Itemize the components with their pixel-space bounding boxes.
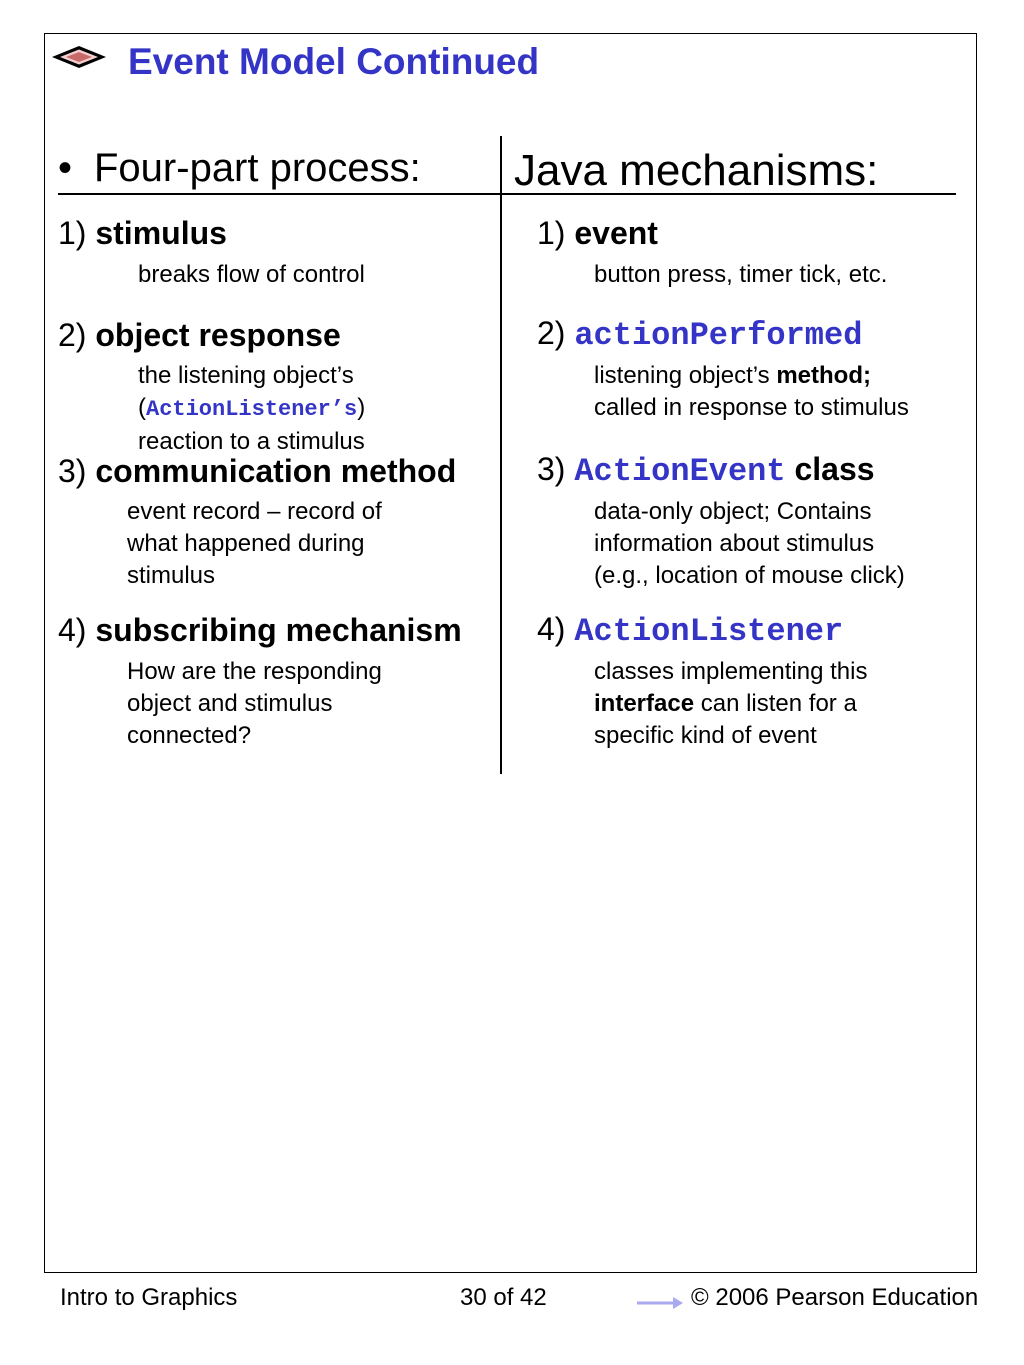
item-number: 3) xyxy=(58,453,87,489)
footer-copyright: © 2006 Pearson Education xyxy=(691,1284,979,1311)
item-number: 2) xyxy=(537,315,566,351)
footer-course-title: Intro to Graphics xyxy=(60,1284,238,1311)
item-title-text: object response xyxy=(95,317,341,353)
item-number: 1) xyxy=(58,215,87,251)
item-title-suffix: class xyxy=(794,451,875,487)
item-number: 1) xyxy=(537,215,566,251)
right-item-1-title xyxy=(537,216,658,251)
desc-line xyxy=(138,392,365,426)
desc-line: called in response to stimulus xyxy=(594,394,909,421)
item-title-text: stimulus xyxy=(95,215,227,251)
desc-line: breaks flow of control xyxy=(138,261,365,288)
desc-line: data-only object; Contains xyxy=(594,498,872,525)
item-number: 4) xyxy=(58,612,87,648)
left-heading-text: Four-part process: xyxy=(94,146,421,190)
desc-line: How are the responding xyxy=(127,658,382,685)
item-title-text: communication method xyxy=(95,453,457,489)
desc-line: classes implementing this xyxy=(594,658,868,685)
item-number: 4) xyxy=(537,611,566,647)
right-item-1-desc xyxy=(594,259,887,291)
code-actionlisteners: ActionListener’s xyxy=(146,397,358,422)
desc-line: reaction to a stimulus xyxy=(138,428,365,455)
paren-open: ( xyxy=(138,394,146,421)
left-item-2-desc xyxy=(138,360,365,458)
desc-line: object and stimulus xyxy=(127,690,333,717)
left-item-3-title xyxy=(58,454,456,489)
right-item-3-title xyxy=(537,452,875,489)
desc-line xyxy=(594,360,909,392)
diamond-bullet-icon xyxy=(50,44,108,70)
left-item-3-desc xyxy=(127,496,382,592)
right-item-2-desc xyxy=(594,360,909,424)
desc-line: stimulus xyxy=(127,562,216,589)
footer-page-number: 30 of 42 xyxy=(460,1284,547,1311)
desc-line: connected? xyxy=(127,722,252,749)
desc-line: specific kind of event xyxy=(594,722,817,749)
next-arrow-icon[interactable] xyxy=(637,1296,683,1310)
right-item-4-title xyxy=(537,612,843,649)
slide-title: Event Model Continued xyxy=(128,41,540,82)
right-item-3-desc xyxy=(594,496,905,592)
paren-close: ) xyxy=(357,394,366,421)
left-item-4-desc xyxy=(127,656,382,752)
code-actionperformed: actionPerformed xyxy=(574,317,863,354)
left-column-heading xyxy=(58,146,421,191)
desc-line: (e.g., location of mouse click) xyxy=(594,562,905,589)
desc-line: event record – record of xyxy=(127,498,382,525)
right-item-4-desc xyxy=(594,656,867,752)
left-item-4-title xyxy=(58,613,462,648)
desc-bold-method: method; xyxy=(776,362,871,389)
desc-line: button press, timer tick, etc. xyxy=(594,261,888,288)
desc-line: information about stimulus xyxy=(594,530,875,557)
bullet-glyph: • xyxy=(58,146,73,190)
code-actionlistener: ActionListener xyxy=(574,613,844,650)
left-item-1-desc xyxy=(138,259,365,291)
right-column-heading: Java mechanisms: xyxy=(514,146,879,195)
left-item-1-title xyxy=(58,216,227,251)
desc-text: listening object’s xyxy=(594,362,770,389)
right-item-2-title xyxy=(537,316,862,353)
desc-bold-interface: interface xyxy=(594,690,695,717)
column-divider xyxy=(500,136,502,774)
desc-line: the listening object’s xyxy=(138,362,354,389)
item-number: 3) xyxy=(537,451,566,487)
item-number: 2) xyxy=(58,317,87,353)
item-title-text: subscribing mechanism xyxy=(95,612,462,648)
desc-line xyxy=(594,688,867,720)
desc-line: what happened during xyxy=(127,530,365,557)
item-title-text: event xyxy=(574,215,658,251)
code-actionevent: ActionEvent xyxy=(574,453,786,490)
left-item-2-title xyxy=(58,318,341,353)
desc-text: can listen for a xyxy=(700,690,857,717)
